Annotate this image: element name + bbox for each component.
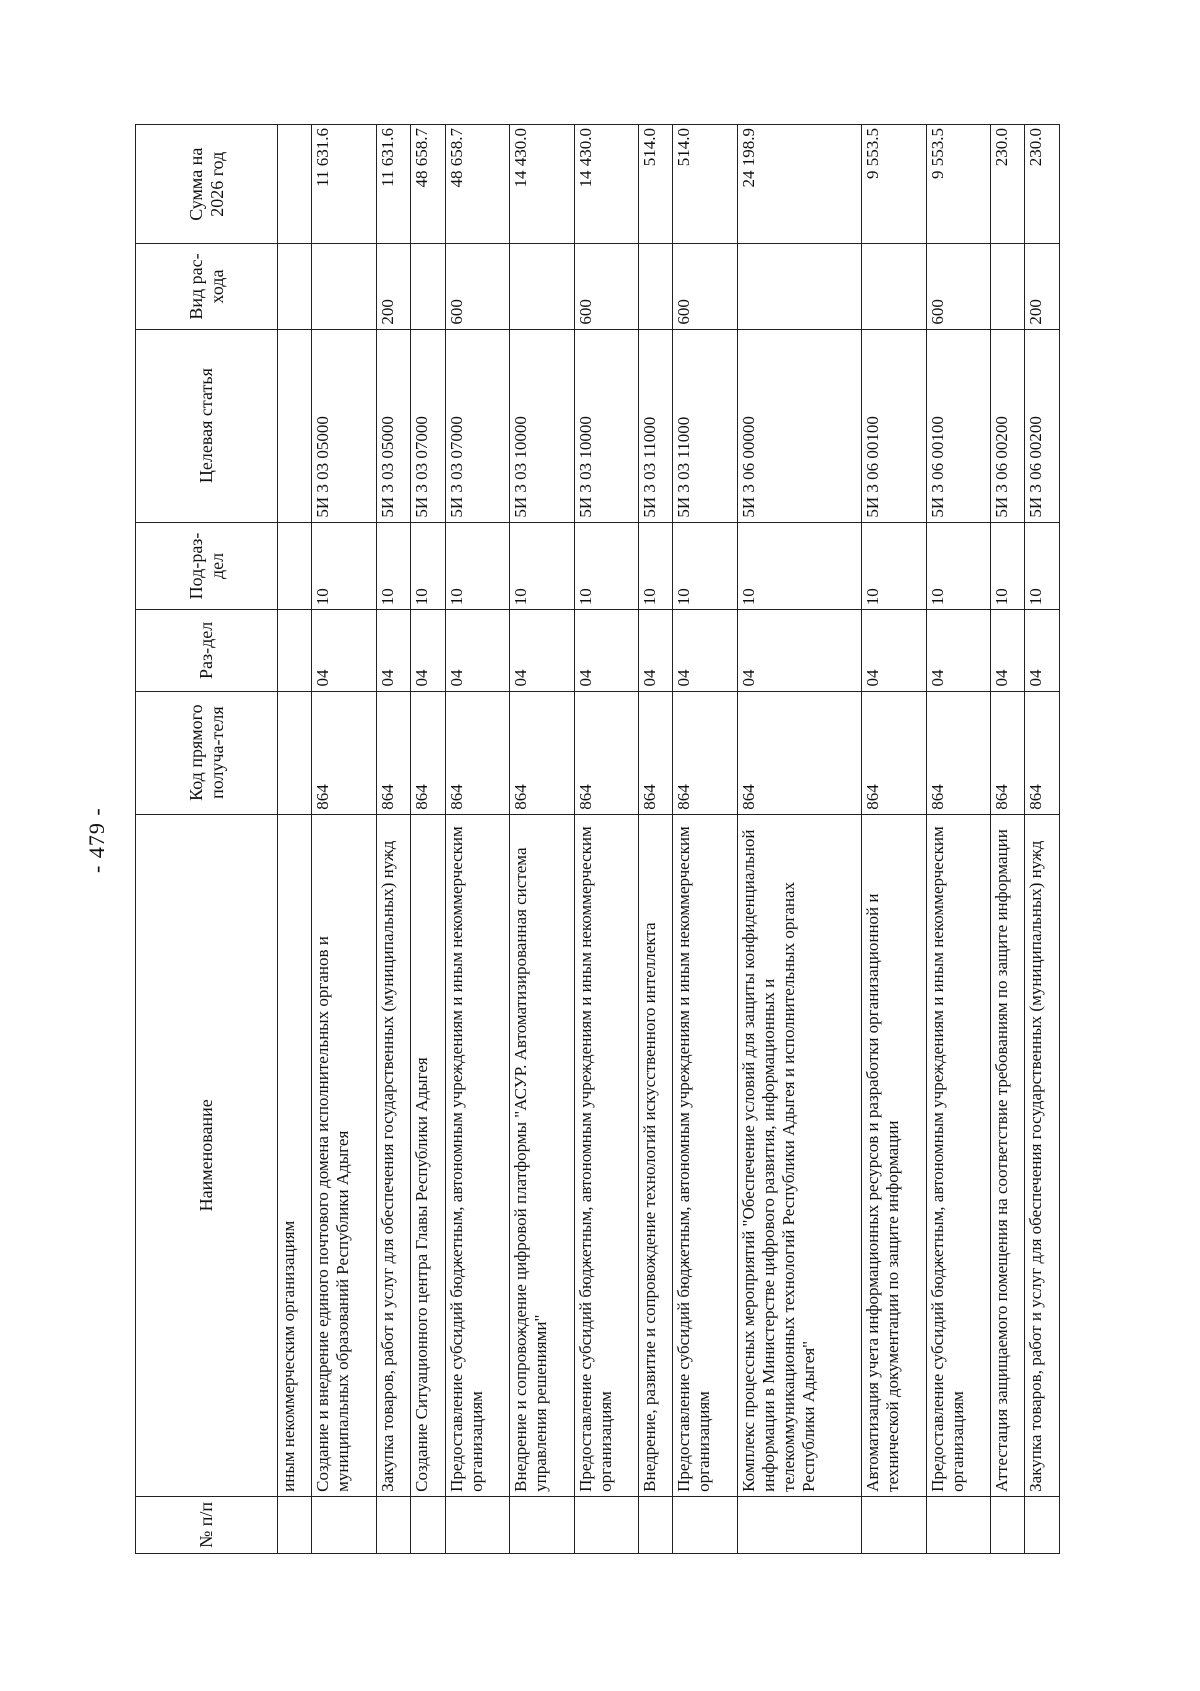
cell-expense-type: 200 [376, 244, 410, 329]
cell-subsection: 10 [376, 522, 410, 610]
cell-target-article: 5И 3 06 00200 [990, 329, 1024, 522]
cell-recipient-code: 864 [926, 691, 990, 814]
cell-expense-type [312, 244, 376, 329]
header-subsection: Под-раз-дел [136, 522, 278, 610]
cell-num [1025, 1496, 1060, 1553]
table-row [926, 125, 990, 1554]
cell-subsection: 10 [312, 522, 376, 610]
cell-subsection: 10 [445, 522, 509, 610]
cell-subsection: 10 [638, 522, 672, 610]
cell-section: 04 [445, 610, 509, 691]
cell-section: 04 [376, 610, 410, 691]
cell-section: 04 [926, 610, 990, 691]
cell-target-article: 5И 3 03 10000 [574, 329, 638, 522]
cell-target-article: 5И 3 03 11000 [673, 329, 737, 522]
cell-section: 04 [411, 610, 445, 691]
cell-expense-type: 200 [1025, 244, 1060, 329]
cell-sum: 230.0 [1025, 125, 1060, 244]
table-row [990, 125, 1024, 1554]
header-name: Наименование [136, 814, 278, 1496]
cell-sum: 514.0 [673, 125, 737, 244]
header-expense-type: Вид рас-хода [136, 244, 278, 329]
cell-section: 04 [737, 610, 861, 691]
cell-target-article: 5И 3 06 00000 [737, 329, 861, 522]
cell-expense-type [638, 244, 672, 329]
cell-name: Предоставление субсидий бюджетным, автономным учреждениям и иным некоммерческим организациям [926, 814, 990, 1496]
cell-target-article: 5И 3 03 05000 [312, 329, 376, 522]
table-row [574, 125, 638, 1554]
cell-expense-type [278, 244, 312, 329]
budget-table [135, 124, 1060, 1554]
table-row [278, 125, 312, 1554]
cell-target-article: 5И 3 03 11000 [638, 329, 672, 522]
cell-recipient-code: 864 [1025, 691, 1060, 814]
cell-num [510, 1496, 574, 1553]
cell-sum: 9 553.5 [926, 125, 990, 244]
cell-recipient-code: 864 [673, 691, 737, 814]
cell-expense-type: 600 [673, 244, 737, 329]
table-row [312, 125, 376, 1554]
cell-sum: 11 631.6 [312, 125, 376, 244]
cell-num [926, 1496, 990, 1553]
table-row [673, 125, 737, 1554]
cell-num [737, 1496, 861, 1553]
cell-sum [278, 125, 312, 244]
cell-num [990, 1496, 1024, 1553]
cell-section: 04 [1025, 610, 1060, 691]
cell-subsection: 10 [926, 522, 990, 610]
cell-section: 04 [638, 610, 672, 691]
cell-sum: 48 658.7 [445, 125, 509, 244]
header-recipient: Код прямого получа-теля [136, 691, 278, 814]
cell-name: Предоставление субсидий бюджетным, автономным учреждениям и иным некоммерческим организациям [574, 814, 638, 1496]
cell-subsection: 10 [862, 522, 926, 610]
table-row [862, 125, 926, 1554]
cell-expense-type: 600 [926, 244, 990, 329]
cell-name: Создание и внедрение единого почтового домена исполнительных органов и муниципальных образований Республики Адыгея [312, 814, 376, 1496]
cell-target-article: 5И 3 03 10000 [510, 329, 574, 522]
cell-name: Закупка товаров, работ и услуг для обеспечения государственных (муниципальных) нужд [376, 814, 410, 1496]
cell-num [376, 1496, 410, 1553]
cell-subsection: 10 [990, 522, 1024, 610]
cell-sum: 14 430.0 [574, 125, 638, 244]
cell-sum: 11 631.6 [376, 125, 410, 244]
header-section: Раз-дел [136, 610, 278, 691]
cell-expense-type [510, 244, 574, 329]
table-row [445, 125, 509, 1554]
table-row [1025, 125, 1060, 1554]
cell-target-article: 5И 3 06 00100 [862, 329, 926, 522]
cell-num [638, 1496, 672, 1553]
cell-section: 04 [510, 610, 574, 691]
cell-target-article [278, 329, 312, 522]
cell-recipient-code: 864 [510, 691, 574, 814]
cell-sum: 14 430.0 [510, 125, 574, 244]
table-row [638, 125, 672, 1554]
cell-name: Внедрение и сопровождение цифровой платформы "АСУР. Автоматизированная система управления решениями" [510, 814, 574, 1496]
cell-name: Закупка товаров, работ и услуг для обеспечения государственных (муниципальных) нужд [1025, 814, 1060, 1496]
cell-num [445, 1496, 509, 1553]
cell-name: Аттестация защищаемого помещения на соответствие требованиям по защите информации [990, 814, 1024, 1496]
cell-recipient-code: 864 [737, 691, 861, 814]
cell-target-article: 5И 3 06 00200 [1025, 329, 1060, 522]
cell-target-article: 5И 3 03 07000 [411, 329, 445, 522]
header-sum: Сумма на 2026 год [136, 125, 278, 244]
cell-expense-type [411, 244, 445, 329]
cell-section: 04 [312, 610, 376, 691]
cell-target-article: 5И 3 03 07000 [445, 329, 509, 522]
header-num: № п/п [136, 1496, 278, 1553]
cell-sum: 9 553.5 [862, 125, 926, 244]
cell-name: Внедрение, развитие и сопровождение технологий искусственного интеллекта [638, 814, 672, 1496]
cell-sum: 514.0 [638, 125, 672, 244]
cell-subsection: 10 [737, 522, 861, 610]
cell-target-article: 5И 3 03 05000 [376, 329, 410, 522]
cell-name: Создание Ситуационного центра Главы Республики Адыгея [411, 814, 445, 1496]
cell-name: иным некоммерческим организациям [278, 814, 312, 1496]
cell-num [312, 1496, 376, 1553]
cell-expense-type: 600 [445, 244, 509, 329]
page-number-text: - 479 - [84, 807, 109, 873]
cell-recipient-code: 864 [638, 691, 672, 814]
cell-recipient-code: 864 [445, 691, 509, 814]
cell-name: Предоставление субсидий бюджетным, автономным учреждениям и иным некоммерческим организациям [445, 814, 509, 1496]
table-body [278, 125, 1060, 1554]
cell-expense-type [862, 244, 926, 329]
cell-name: Автоматизация учета информационных ресурсов и разработки организационной и технической документации по защите информации [862, 814, 926, 1496]
cell-recipient-code: 864 [376, 691, 410, 814]
table-row [376, 125, 410, 1554]
cell-num [862, 1496, 926, 1553]
cell-num [411, 1496, 445, 1553]
cell-subsection: 10 [510, 522, 574, 610]
header-article: Целевая статья [136, 329, 278, 522]
cell-section: 04 [990, 610, 1024, 691]
cell-subsection: 10 [574, 522, 638, 610]
cell-recipient-code: 864 [411, 691, 445, 814]
cell-recipient-code [278, 691, 312, 814]
cell-name: Комплекс процессных мероприятий "Обеспечение условий для защиты конфиденциальной информации в Министерстве цифрового развития, информационных и телекоммуникационных технологий Республики Адыгея и исполнительных органах Республики Адыгея" [737, 814, 861, 1496]
cell-subsection [278, 522, 312, 610]
page-number [84, 803, 110, 873]
cell-recipient-code: 864 [312, 691, 376, 814]
cell-sum: 48 658.7 [411, 125, 445, 244]
cell-subsection: 10 [411, 522, 445, 610]
cell-num [673, 1496, 737, 1553]
cell-expense-type: 600 [574, 244, 638, 329]
cell-sum: 230.0 [990, 125, 1024, 244]
table-row [411, 125, 445, 1554]
cell-recipient-code: 864 [862, 691, 926, 814]
cell-recipient-code: 864 [990, 691, 1024, 814]
table-header-row [136, 125, 278, 1554]
table-row [737, 125, 861, 1554]
cell-section [278, 610, 312, 691]
cell-target-article: 5И 3 06 00100 [926, 329, 990, 522]
cell-num [574, 1496, 638, 1553]
table-row [510, 125, 574, 1554]
cell-section: 04 [862, 610, 926, 691]
cell-section: 04 [574, 610, 638, 691]
cell-sum: 24 198.9 [737, 125, 861, 244]
cell-recipient-code: 864 [574, 691, 638, 814]
cell-subsection: 10 [673, 522, 737, 610]
cell-num [278, 1496, 312, 1553]
cell-expense-type [990, 244, 1024, 329]
cell-subsection: 10 [1025, 522, 1060, 610]
cell-expense-type [737, 244, 861, 329]
rotated-table-container [135, 124, 1060, 1554]
cell-name: Предоставление субсидий бюджетным, автономным учреждениям и иным некоммерческим организациям [673, 814, 737, 1496]
cell-section: 04 [673, 610, 737, 691]
